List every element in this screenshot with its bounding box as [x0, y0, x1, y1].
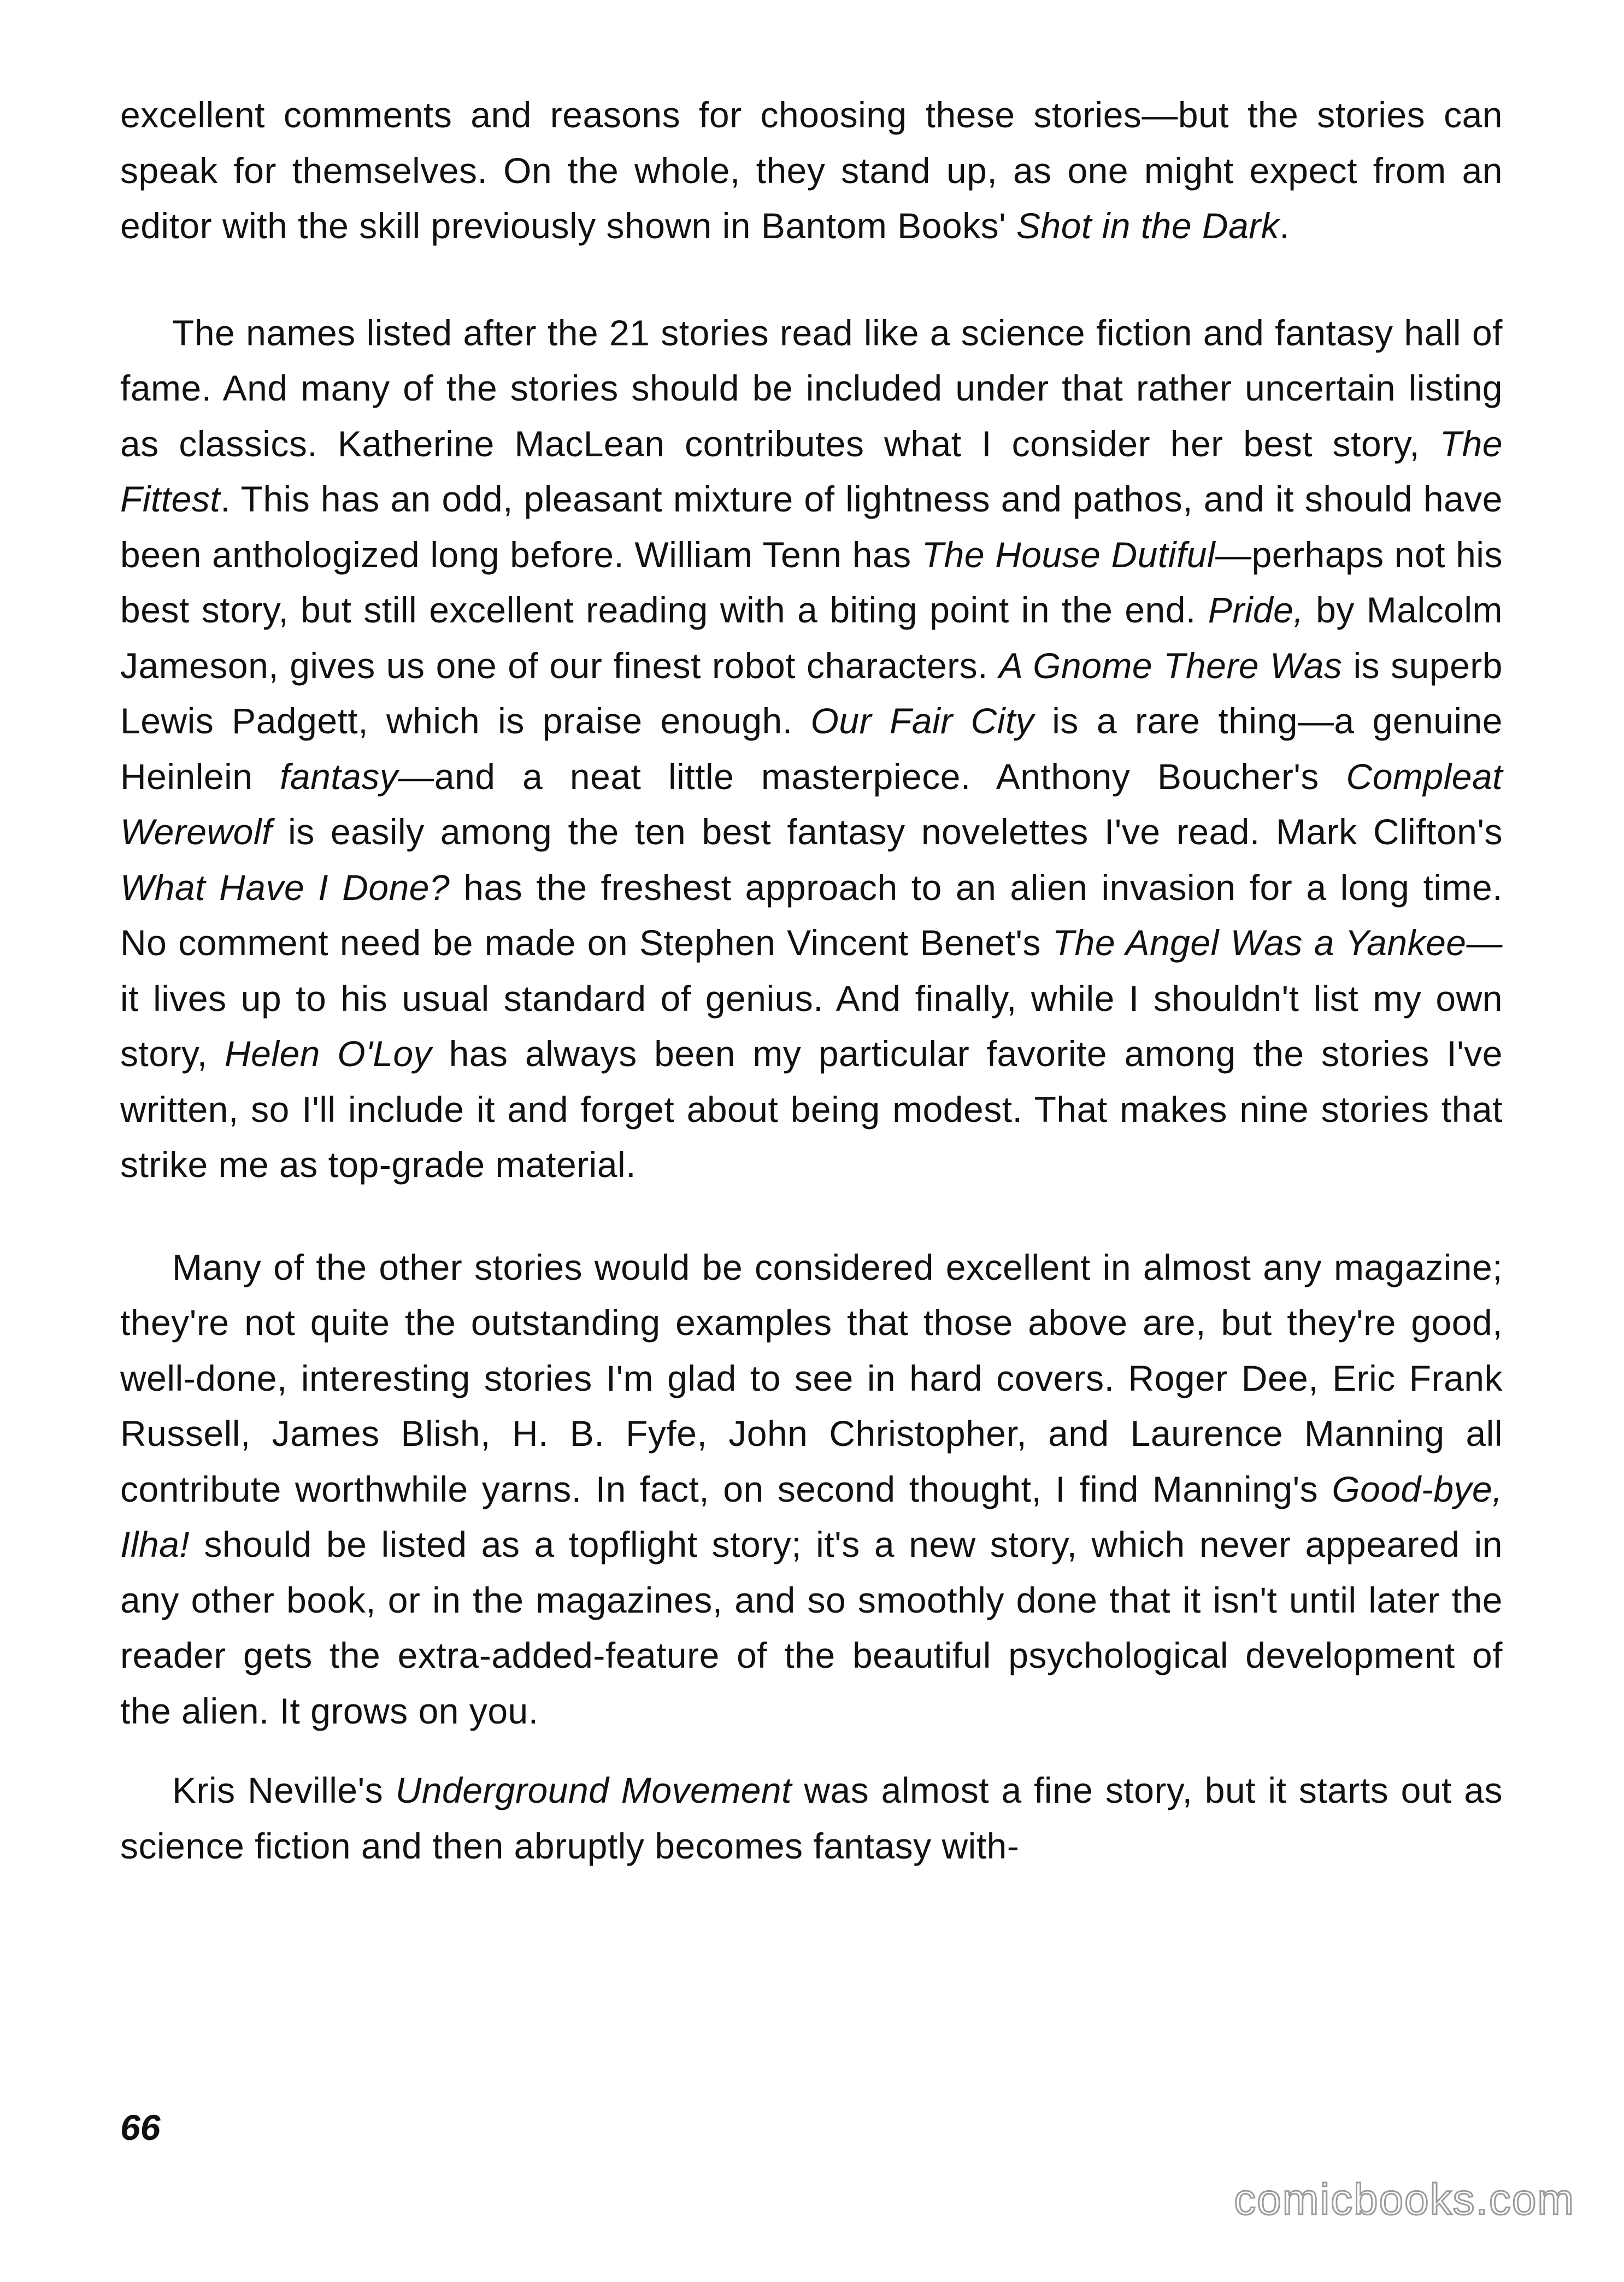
- paragraph-2: [120, 305, 1503, 1193]
- paragraph-3: [120, 1240, 1503, 1739]
- story-title: Compleat Werewolf: [120, 756, 1503, 852]
- book-title: Shot in the Dark: [1016, 205, 1280, 246]
- text-run: .: [1279, 205, 1290, 246]
- text-run: should be listed as a topflight story; it's a new story, which never appeared in any other book, or in the magazines, and so smoothly done that it isn't until later the reader gets the extra-added-feature of the beautiful psychological development of the alien. It grows on you.: [120, 1524, 1503, 1731]
- text-run: The names listed after the 21 stories read like a science fiction and fantasy hall of fame. And many of the stories should be included under that rather uncertain listing as classics. Katherine MacLean contributes what I consider her best story,: [120, 312, 1503, 464]
- text-run: has the freshest approach to an alien invasion for a long time. No comment need be made on Stephen Vincent Benet's: [120, 867, 1503, 963]
- text-run: was almost a fine story, but it starts out as science fiction and then abruptly becomes fantasy with-: [120, 1770, 1503, 1866]
- story-title: A Gnome There Was: [999, 645, 1343, 686]
- text-run: —it lives up to his usual standard of genius. And finally, while I shouldn't list my own story,: [120, 922, 1503, 1074]
- story-title: The House Dutiful: [921, 534, 1216, 575]
- watermark: comicbooks.com: [1234, 2175, 1575, 2224]
- story-title: Our Fair City: [810, 701, 1034, 741]
- story-title: Pride,: [1208, 590, 1304, 630]
- text-run: is easily among the ten best fantasy novelettes I've read. Mark Clifton's: [272, 811, 1503, 852]
- text-run: excellent comments and reasons for choosing these stories—but the stories can speak for themselves. On the whole, they stand up, as one might expect from an editor with the skill previously shown in Bantom Books': [120, 95, 1503, 246]
- paragraph-4: [120, 1763, 1503, 1874]
- text-run: —and a neat little masterpiece. Anthony Boucher's: [398, 756, 1346, 797]
- story-title: What Have I Done?: [120, 867, 450, 908]
- paragraph-1: [120, 87, 1503, 254]
- emphasis: fantasy: [280, 756, 398, 797]
- story-title: Good-bye, Ilha!: [120, 1468, 1503, 1565]
- story-title: The Fittest: [120, 423, 1503, 519]
- text-run: —perhaps not his best story, but still excellent reading with a biting point in the end.: [120, 534, 1503, 630]
- text-run: . This has an odd, pleasant mixture of lightness and pathos, and it should have been anthologized long before. William Tenn has: [120, 479, 1503, 575]
- text-run: is a rare thing—a genuine Heinlein: [120, 701, 1503, 797]
- article-body: [120, 87, 1503, 1874]
- story-title: Helen O'Loy: [224, 1033, 432, 1074]
- page-number: 66: [120, 2107, 161, 2148]
- story-title: The Angel Was a Yankee: [1052, 922, 1467, 963]
- story-title: Underground Movement: [395, 1770, 792, 1810]
- text-run: is superb Lewis Padgett, which is praise enough.: [120, 645, 1503, 741]
- text-run: by Malcolm Jameson, gives us one of our finest robot characters.: [120, 590, 1503, 686]
- text-run: has always been my particular favorite among the stories I've written, so I'll include it and forget about being modest. That makes nine stories that strike me as top-grade material.: [120, 1033, 1503, 1185]
- text-run: Kris Neville's: [172, 1770, 396, 1810]
- text-run: Many of the other stories would be considered excellent in almost any magazine; they're not quite the outstanding examples that those above are, but they're good, well-done, interesting stories I'm glad to see in hard covers. Roger Dee, Eric Frank Russell, James Blish, H. B. Fyfe, John Christopher, and Laurence Manning all contribute worthwhile yarns. In fact, on second thought, I find Manning's: [120, 1246, 1503, 1509]
